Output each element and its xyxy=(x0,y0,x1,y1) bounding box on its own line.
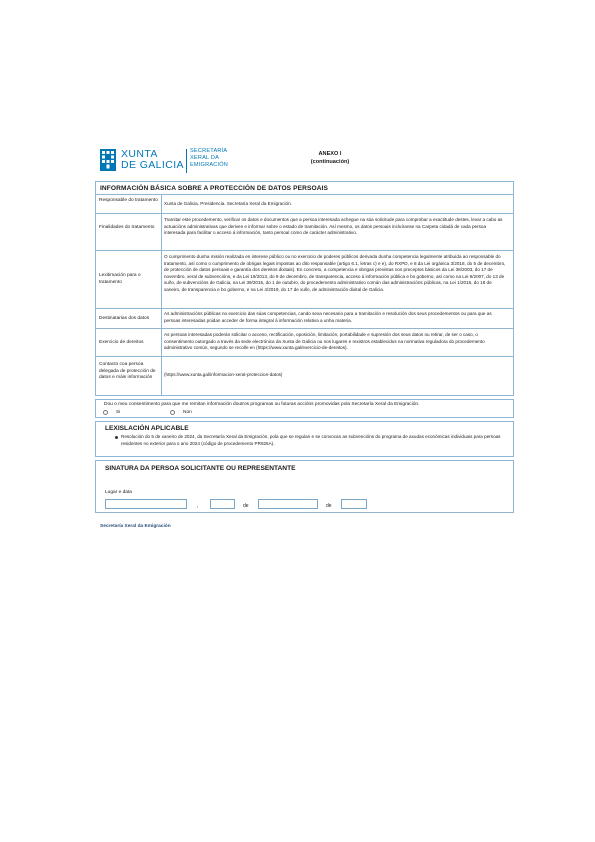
xunta-logo xyxy=(100,147,235,175)
table-row xyxy=(96,329,513,357)
table-row xyxy=(96,214,513,251)
day-input[interactable] xyxy=(210,499,235,509)
signature-box xyxy=(95,460,514,513)
month-input[interactable] xyxy=(258,499,318,509)
xunta-flag-icon xyxy=(100,149,116,171)
table-row xyxy=(96,251,513,309)
de-label-1: de xyxy=(243,503,249,509)
legislation-title: LEXISLACIÓN APLICABLE xyxy=(105,425,189,432)
table-row xyxy=(96,195,513,214)
consent-yes-label: Si xyxy=(116,410,121,415)
row-value: As administracións públicas no exercicio das súas competencias, cando sexa necesario para a tramitación e resolución dos seus procedementos ou para que as persoas interesadas poidan acceder de forma integral á información relativa a unha materia. xyxy=(164,311,492,323)
row-label: Responsable do tratamento xyxy=(99,198,158,203)
consent-no-radio[interactable] xyxy=(170,410,175,415)
place-input[interactable] xyxy=(105,499,187,509)
logo-sub-line-2: XERAL DA xyxy=(190,155,220,161)
annex-title: ANEXO I xyxy=(318,151,342,157)
legislation-box xyxy=(95,421,514,457)
row-label: Contacto coa persoa delegada de protección de datos e máis información xyxy=(99,362,156,381)
consent-yes-radio[interactable] xyxy=(103,410,108,415)
table-row xyxy=(96,309,513,329)
consent-box xyxy=(95,399,514,418)
logo-text-xunta: XUNTA xyxy=(121,148,158,160)
row-value: As persoas interesadas poderán solicitar o acceso, rectificación, oposición, limitación, portabilidade e supresión dos seus datos ou retirar, de ser o caso, o consentimento outorgado a través da sede electrónica da Xunta de Galicia ou nos lugares e rexistros establecidos na normativa reguladora do procedemento administrativo común, segundo se recolle en (https://www.xunta.gal/exercicio-de-dereitos). xyxy=(164,332,485,351)
row-value: Xunta de Galicia. Presidencia. Secretaría Xeral da Emigración. xyxy=(164,201,292,206)
bullet-icon xyxy=(115,436,118,439)
data-protection-title: INFORMACIÓN BÁSICA SOBRE A PROTECCIÓN DE DATOS PERSOAIS xyxy=(100,185,328,192)
row-value: (https://www.xunta.gal/informacion-xeral-proteccion-datos) xyxy=(164,372,283,377)
logo-text-galicia: DE GALICIA xyxy=(121,159,184,171)
consent-text: Dou o meu consentimento para que me remitan información doutros programas ou futuras accións promovidas pola Secretaría Xeral da Emigración. xyxy=(104,402,420,407)
comma-separator: , xyxy=(197,503,199,509)
logo-sub-line-1: SECRETARÍA xyxy=(190,148,228,154)
annex-subtitle: (continuación) xyxy=(310,159,350,165)
data-protection-header xyxy=(96,182,513,195)
footer-department: Secretaría Xeral da Emigración xyxy=(100,524,171,529)
place-date-label: Lugar e data xyxy=(105,490,132,495)
legislation-text: Resolución do 5 de xaneiro de 2024, da Secretaría Xeral da Emigración, pola que se regulan e se convocan as subvencións do programa de axudas económicas individuais para persoas residentes no exterior para o ano 2024 (código de procedemento PR925A). xyxy=(121,434,501,446)
signature-title: SINATURA DA PERSOA SOLICITANTE OU REPRESENTANTE xyxy=(105,465,296,472)
annex-heading xyxy=(290,150,370,166)
consent-no-label: Non xyxy=(183,410,192,415)
row-label: Lexitimación para o tratamento xyxy=(99,273,141,285)
year-input[interactable] xyxy=(341,499,367,509)
table-row xyxy=(96,357,513,395)
row-value: O cumprimento dunha misión realizada en interese público ou no exercicio de poderes públicos derivada dunha competencia legalmente atribuída ao responsable do tratamento, así como o cumprimento de obrigas legais impostas ao dito responsable (artigo 6.1, letras c) e e), do RXPD, e 8 da Lei orgánica 3/2018, do 5 de decembro, de protección de datos persoais e garantía dos dereitos dixitais). En concreto, a competencia e obrigas previstas nos preceptos básicos da Lei 38/2003, do 17 de novembro, xeral de subvencións, e da Lei 19/2013, do 9 de decembro, de transparencia, acceso á información pública e bo goberno, así como na Lei 9/2007, do 13 de xuño, de subvencións de Galicia, na Lei 39/2015, do 1 de outubro, do procedemento administrativo común das administracións públicas, na Lei 1/2016, do 18 de xaneiro, de transparencia e bo goberno, e na Lei 4/2019, do 17 de xullo, de administración dixital de Galicia. xyxy=(164,254,506,292)
data-protection-box xyxy=(95,181,514,396)
row-label: Exercicio de dereitos xyxy=(99,340,144,345)
de-label-2: de xyxy=(326,503,332,509)
row-label: Destinatarias dos datos xyxy=(99,316,150,321)
logo-divider xyxy=(186,149,187,173)
row-value: Tramitar este procedemento, verificar os datos e documentos que a persoa interesada achegue na súa solicitude para comprobar a exactitude destes, levar a cabo as actuacións administrativas que deriven e informar sobre o estado de tramitación. Así mesmo, os datos persoais incluíranse na Carpeta cidadá de cada persoa interesada para facilitar o acceso á información, tanto persoal como de carácter administrativo. xyxy=(164,217,503,236)
row-label: Finalidades do tratamento xyxy=(99,225,155,230)
logo-sub-line-3: EMIGRACIÓN xyxy=(190,162,229,168)
